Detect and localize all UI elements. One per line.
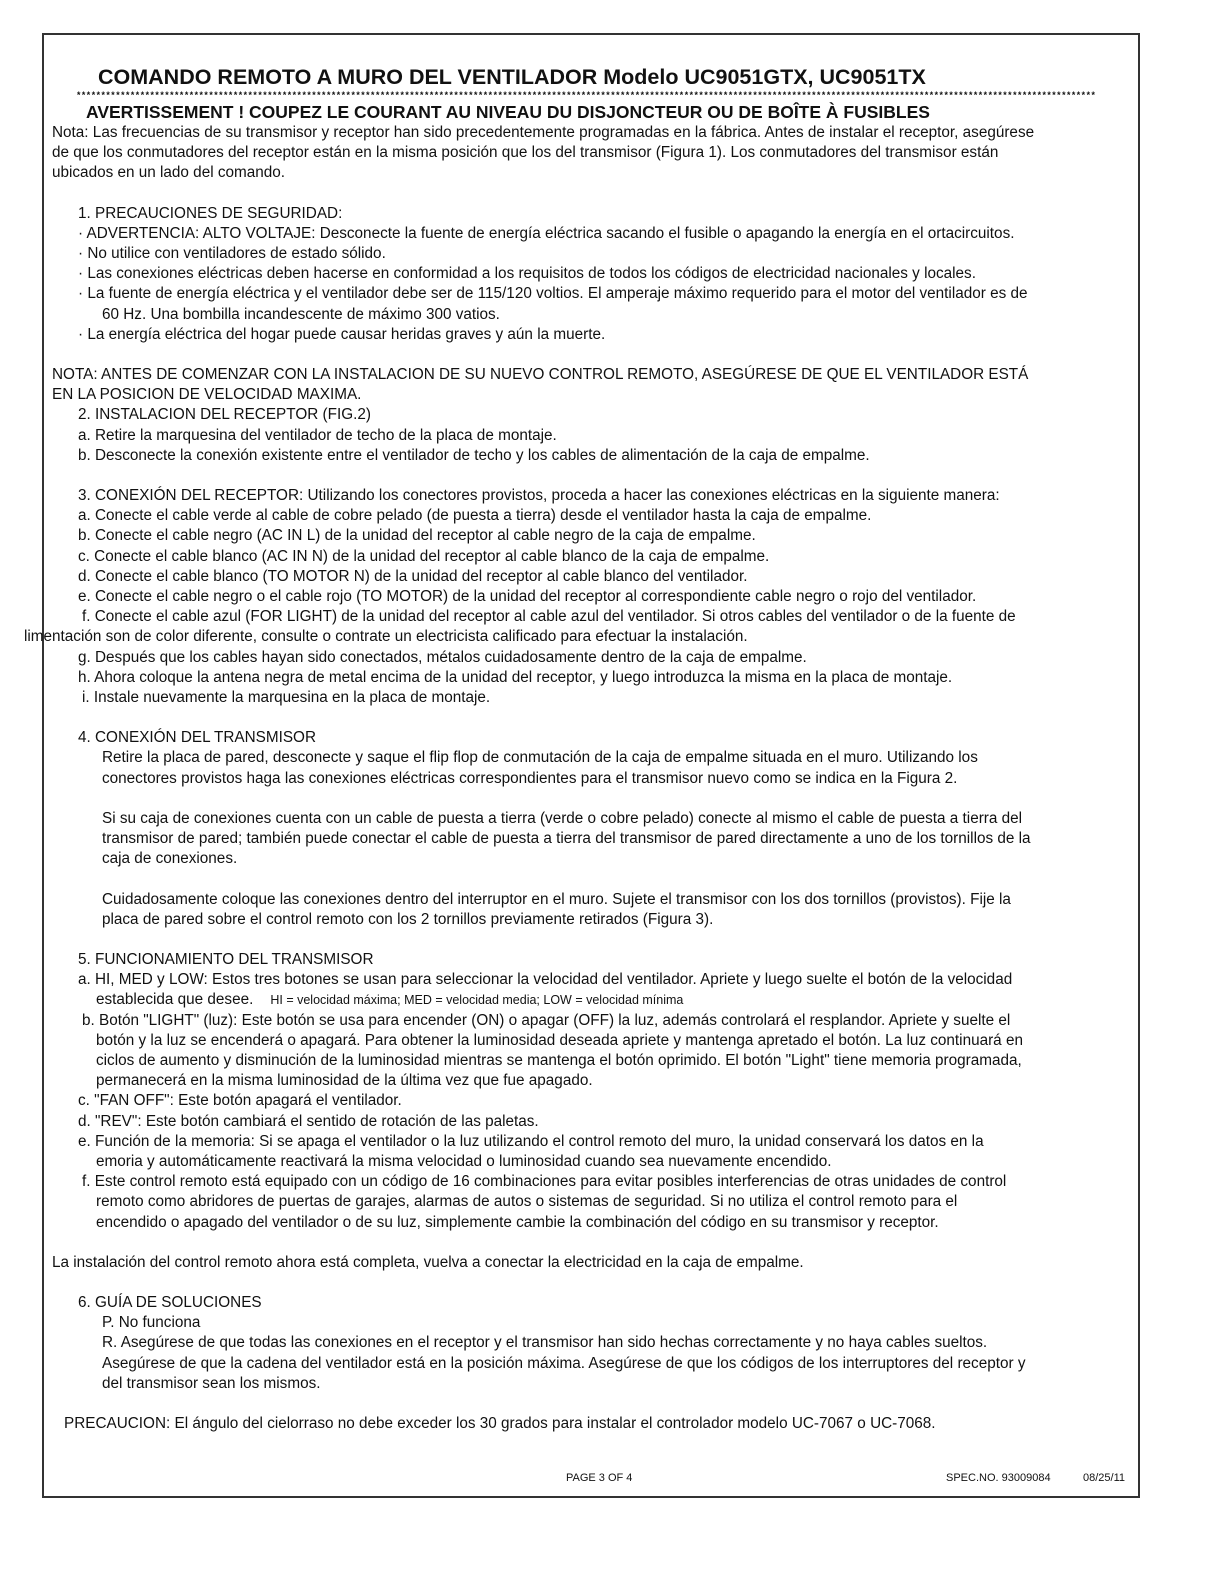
section-1-heading: 1. PRECAUCIONES DE SEGURIDAD: bbox=[78, 204, 343, 222]
step-item-cont bbox=[52, 990, 1132, 1010]
section-3-heading: 3. CONEXIÓN DEL RECEPTOR: Utilizando los conectores provistos, proceda a hacer las conexiones eléctricas en la siguiente manera: bbox=[78, 487, 1000, 505]
safety-bullet: · La fuente de energía eléctrica y el ventilador debe ser de 115/120 voltios. El amperaje máximo requerido para el motor del ventilador es de bbox=[78, 285, 1028, 303]
step-item-cont: botón y la luz se encenderá o apagará. Para obtener la luminosidad deseada apriete y mantenga apretado el botón. La luz continuará en bbox=[96, 1031, 1023, 1049]
paragraph-line: Cuidadosamente coloque las conexiones dentro del interruptor en el muro. Sujete el transmisor con los dos tornillos (provistos). Fije la bbox=[102, 890, 1011, 908]
step-item-cont: permanecerá en la misma luminosidad de la última vez que fue apagado. bbox=[96, 1072, 593, 1090]
step-item: e. Conecte el cable negro o el cable rojo (TO MOTOR) de la unidad del receptor al correspondiente cable negro o rojo del ventilador. bbox=[78, 588, 977, 606]
step-item: b. Botón "LIGHT" (luz): Este botón se usa para encender (ON) o apagar (OFF) la luz, además controlará el resplandor. Apriete y suelte el bbox=[82, 1011, 1011, 1029]
page-title: COMANDO REMOTO A MURO DEL VENTILADOR Modelo UC9051GTX, UC9051TX bbox=[98, 65, 926, 89]
doc-date: 08/25/11 bbox=[1083, 1472, 1126, 1484]
step-item: a. Retire la marquesina del ventilador de techo de la placa de montaje. bbox=[78, 426, 557, 444]
nota-line: NOTA: ANTES DE COMENZAR CON LA INSTALACION DE SU NUEVO CONTROL REMOTO, ASEGÚRESE DE QUE EL VENTILADOR ESTÁ bbox=[52, 366, 1029, 384]
step-item: c. "FAN OFF": Este botón apagará el ventilador. bbox=[78, 1092, 402, 1110]
step-item: g. Después que los cables hayan sido conectados, métalos cuidadosamente dentro de la caja de empalme. bbox=[78, 648, 807, 666]
paragraph-line: conectores provistos haga las conexiones eléctricas correspondientes para el transmisor nuevo como se indica en la Figura 2. bbox=[102, 769, 958, 787]
safety-bullet: · Las conexiones eléctricas deben hacerse en conformidad a los requisitos de todos los códigos de electricidad nacionales y locales. bbox=[78, 265, 976, 283]
step-item-cont: ciclos de aumento y disminución de la luminosidad mientras se mantenga el botón oprimido. El botón "Light" tiene memoria programada, bbox=[96, 1051, 1022, 1069]
safety-bullet: · No utilice con ventiladores de estado sólido. bbox=[78, 245, 386, 263]
problem-line: P. No funciona bbox=[102, 1314, 201, 1332]
step-item: b. Desconecte la conexión existente entre el ventilador de techo y los cables de alimentación de la caja de empalme. bbox=[78, 446, 870, 464]
section-4-heading: 4. CONEXIÓN DEL TRANSMISOR bbox=[78, 729, 316, 747]
step-item-cont: emoria y automáticamente reactivará la misma velocidad o luminosidad cuando sea nuevamente encendido. bbox=[96, 1152, 832, 1170]
step-item: e. Función de la memoria: Si se apaga el ventilador o la luz utilizando el control remoto del muro, la unidad conservará los datos en la bbox=[78, 1132, 984, 1150]
speed-hint: HI = velocidad máxima; MED = velocidad media; LOW = velocidad mínima bbox=[270, 993, 684, 1008]
section-2-heading: 2. INSTALACION DEL RECEPTOR (FIG.2) bbox=[78, 406, 371, 424]
step-item: f. Este control remoto está equipado con un código de 16 combinaciones para evitar posibles interferencias de otras unidades de control bbox=[82, 1173, 1007, 1191]
step-item-text: establecida que desee. bbox=[96, 991, 254, 1009]
step-item-cont: encendido o apagado del ventilador o de su luz, simplemente cambie la combinación del código en su transmisor y receptor. bbox=[96, 1213, 939, 1231]
step-item: b. Conecte el cable negro (AC IN L) de la unidad del receptor al cable negro de la caja de empalme. bbox=[78, 527, 756, 545]
section-5-heading: 5. FUNCIONAMIENTO DEL TRANSMISOR bbox=[78, 950, 374, 968]
solution-line: R. Asegúrese de que todas las conexiones en el receptor y el transmisor han sido hechas correctamente y no haya cables sueltos. bbox=[102, 1334, 988, 1352]
separator-stars: **************************************************************************************************************************************************************************************************************** bbox=[76, 91, 1096, 101]
document-body bbox=[24, 64, 1132, 1434]
safety-bullet-cont: 60 Hz. Una bombilla incandescente de máximo 300 vatios. bbox=[102, 305, 500, 323]
step-item: h. Ahora coloque la antena negra de metal encima de la unidad del receptor, y luego introduzca la misma en la placa de montaje. bbox=[78, 668, 953, 686]
step-item: d. "REV": Este botón cambiará el sentido de rotación de las paletas. bbox=[78, 1112, 539, 1130]
paragraph-line: Si su caja de conexiones cuenta con un cable de puesta a tierra (verde o cobre pelado) conecte al mismo el cable de puesta a tierra del bbox=[102, 809, 1023, 827]
paragraph-line: Retire la placa de pared, desconecte y saque el flip flop de conmutación de la caja de empalme situada en el muro. Utilizando los bbox=[102, 749, 978, 767]
step-item-cont: remoto como abridores de puertas de garajes, alarmas de autos o sistemas de seguridad. Si no utiliza el control remoto para el bbox=[96, 1193, 958, 1211]
solution-line: Asegúrese de que la cadena del ventilador está en la posición máxima. Asegúrese de que los códigos de los interruptores del receptor y bbox=[102, 1354, 1026, 1372]
caution-note: PRECAUCION: El ángulo del cielorraso no debe exceder los 30 grados para instalar el controlador modelo UC-7067 o UC-7068. bbox=[64, 1414, 936, 1432]
step-item: d. Conecte el cable blanco (TO MOTOR N) de la unidad del receptor al cable blanco del ventilador. bbox=[78, 567, 748, 585]
nota-line: EN LA POSICION DE VELOCIDAD MAXIMA. bbox=[52, 386, 362, 404]
paragraph-line: transmisor de pared; también puede conectar el cable de puesta a tierra del transmisor de pared directamente a uno de los tornillos de la bbox=[102, 830, 1031, 848]
safety-bullet: · ADVERTENCIA: ALTO VOLTAJE: Desconecte la fuente de energía eléctrica sacando el fusible o apagando la energía en el ortacircuitos. bbox=[78, 224, 1015, 242]
spec-number: SPEC.NO. 93009084 bbox=[946, 1472, 1051, 1484]
step-item-cont: limentación son de color diferente, consulte o contrate un electricista calificado para efectuar la instalación. bbox=[24, 628, 748, 646]
nota-line: ubicados en un lado del comando. bbox=[52, 164, 286, 182]
step-item: a. HI, MED y LOW: Estos tres botones se usan para seleccionar la velocidad del ventilador. Apriete y luego suelte el botón de la velocidad bbox=[78, 971, 1013, 989]
nota-line: Nota: Las frecuencias de su transmisor y receptor han sido precedentemente programadas en la fábrica. Antes de instalar el receptor, asegúrese bbox=[52, 124, 1035, 141]
completion-note: La instalación del control remoto ahora está completa, vuelva a conectar la electricidad en la caja de empalme. bbox=[52, 1253, 804, 1271]
step-item: c. Conecte el cable blanco (AC IN N) de la unidad del receptor al cable blanco de la caja de empalme. bbox=[78, 547, 770, 565]
safety-bullet: · La energía eléctrica del hogar puede causar heridas graves y aún la muerte. bbox=[78, 325, 606, 343]
step-item: a. Conecte el cable verde al cable de cobre pelado (de puesta a tierra) desde el ventilador hasta la caja de empalme. bbox=[78, 507, 872, 525]
warning-heading: AVERTISSEMENT ! COUPEZ LE COURANT AU NIVEAU DU DISJONCTEUR OU DE BOÎTE À FUSIBLES bbox=[86, 102, 930, 122]
section-6-heading: 6. GUÍA DE SOLUCIONES bbox=[78, 1293, 262, 1311]
page-number: PAGE 3 OF 4 bbox=[566, 1472, 633, 1484]
step-item: i. Instale nuevamente la marquesina en la placa de montaje. bbox=[82, 689, 491, 707]
step-item: f. Conecte el cable azul (FOR LIGHT) de la unidad del receptor al cable azul del ventilador. Si otros cables del ventilador o de la fuente de bbox=[82, 608, 1016, 626]
paragraph-line: placa de pared sobre el control remoto con los 2 tornillos previamente retirados (Figura 3). bbox=[102, 910, 714, 928]
solution-line: del transmisor sean los mismos. bbox=[102, 1374, 321, 1392]
paragraph-line: caja de conexiones. bbox=[102, 850, 238, 868]
nota-line: de que los conmutadores del receptor están en la misma posición que los del transmisor (Figura 1). Los conmutadores del transmisor están bbox=[52, 144, 999, 162]
